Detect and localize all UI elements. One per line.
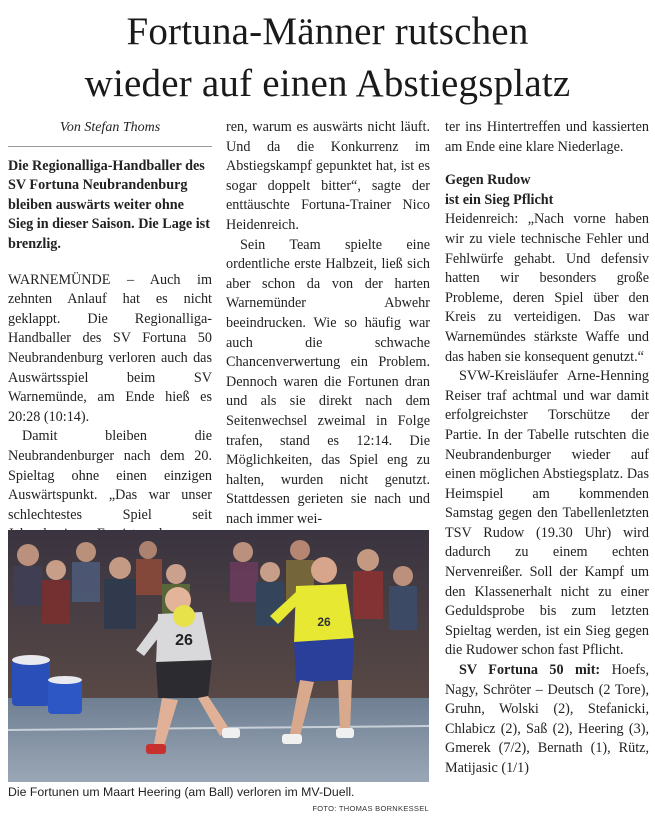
lineup-text: Hoefs, Nagy, Schröter – Deutsch (2 Tore), Gruhn, Wolski (2), Stefanicki, Chlabicz (2), Saß (2), Heering (3), Gmerek (7/2), Bernath (1), Rütz, Matijasic (1/1) — [445, 662, 649, 776]
body-paragraph: Damit bleiben die Neubrandenburger nach dem 20. Spieltag ohne einen einzigen Auswärtspunkt. „Das war unser schlechtestes Spiel seit — [8, 428, 212, 523]
lineup-paragraph — [445, 661, 649, 779]
byline: Von Stefan Thoms — [8, 118, 212, 147]
body-paragraph: Sein Team spielte eine ordentliche erste Halbzeit, ließ sich aber schon da von der harten Warnemünder Abwehr beeindrucken. Wie so häufig war auch die schwache Chancenverwertung ein Problem. Dennoch waren die Fortunen dran und als sie direkt nach dem Seitenwechsel zweimal in Folge trafen, stand es 12:14. Die Möglichkeiten, das Spiel eng zu halten, wurden nicht genutzt. Stattdessen gerieten sie nach und nach immer wei- — [226, 236, 430, 527]
headline-line-2: wieder auf einen Abstiegsplatz — [84, 62, 571, 105]
jersey-number-right: 26 — [317, 615, 331, 629]
photo-caption: Die Fortunen um Maart Heering (am Ball) verloren im MV-Duell. — [8, 785, 355, 799]
body-paragraph: ren, warum es auswärts nicht läuft. Und da die Konkurrenz im Abstiegskampf gepunktet hat, ist es sogar doppelt bitter“, sagte der enttäuschte Fortuna-Trainer Nico Heidenreich. — [226, 119, 430, 233]
headline — [0, 6, 655, 110]
handball-scene-illustration — [8, 530, 429, 782]
lineup-label: SV Fortuna 50 mit: — [459, 662, 601, 679]
photo-credit: FOTO: THOMAS BORNKESSEL — [312, 804, 429, 813]
article-column-1 — [8, 118, 212, 564]
lead-paragraph: Die Regionalliga-Handballer des SV Fortuna Neubrandenburg bleiben auswärts weiter ohne Sieg in dieser Saison. Die Lage ist brenzlig. — [8, 157, 210, 252]
body-paragraph: Heidenreich: „Nach vorne haben wir zu viele technische Fehler und Fehlwürfe gehabt. Und defensiv hatten wir besonders große Probleme, deren Spiel über den Kreis zu verteidigen. Das war Warnemündes stärkste Waffe und das haben sie konsequent genutzt.“ — [445, 211, 649, 365]
headline-line-1: Fortuna-Männer rutschen — [126, 10, 529, 53]
subheading-line-2: ist ein Sieg Pflicht — [445, 191, 554, 208]
jersey-number-left: 26 — [175, 632, 193, 649]
body-paragraph: ter ins Hintertreffen und kassierten am Ende eine klare Niederlage. — [445, 119, 649, 155]
subheading-line-1: Gegen Rudow — [445, 172, 531, 189]
article-column-3 — [445, 118, 649, 779]
body-paragraph: WARNEMÜNDE – Auch im zehnten Anlauf hat es nicht geklappt. Die Regionalliga-Handballer des SV Fortuna 50 Neubrandenburg verloren auch das Auswärtsspiel beim SV Warnemünde, am Ende hieß es 20:28 (10:14). — [8, 271, 212, 425]
article-column-2 — [226, 118, 430, 529]
match-photo — [8, 530, 429, 782]
body-paragraph: SVW-Kreisläufer Arne-Henning Reiser traf achtmal und war damit erfolgreichster Torschütze der Partie. In der Tabelle rutschten die Neubrandenburger wieder auf einen möglichen Abstiegsplatz. Das Heimspiel am kommenden Samstag gegen den Tabellenletzten TSV Rudow (19.30 Uhr) wird dadurch zu einem echten Nervenreißer. Soll der Kampf um den Klassenerhalt nicht zu einer Geduldsprobe bis zum letzten Spieltag werden, ist ein Sieg gegen die Rudower schon fast Pflicht. — [445, 368, 649, 659]
subheading — [445, 171, 649, 210]
